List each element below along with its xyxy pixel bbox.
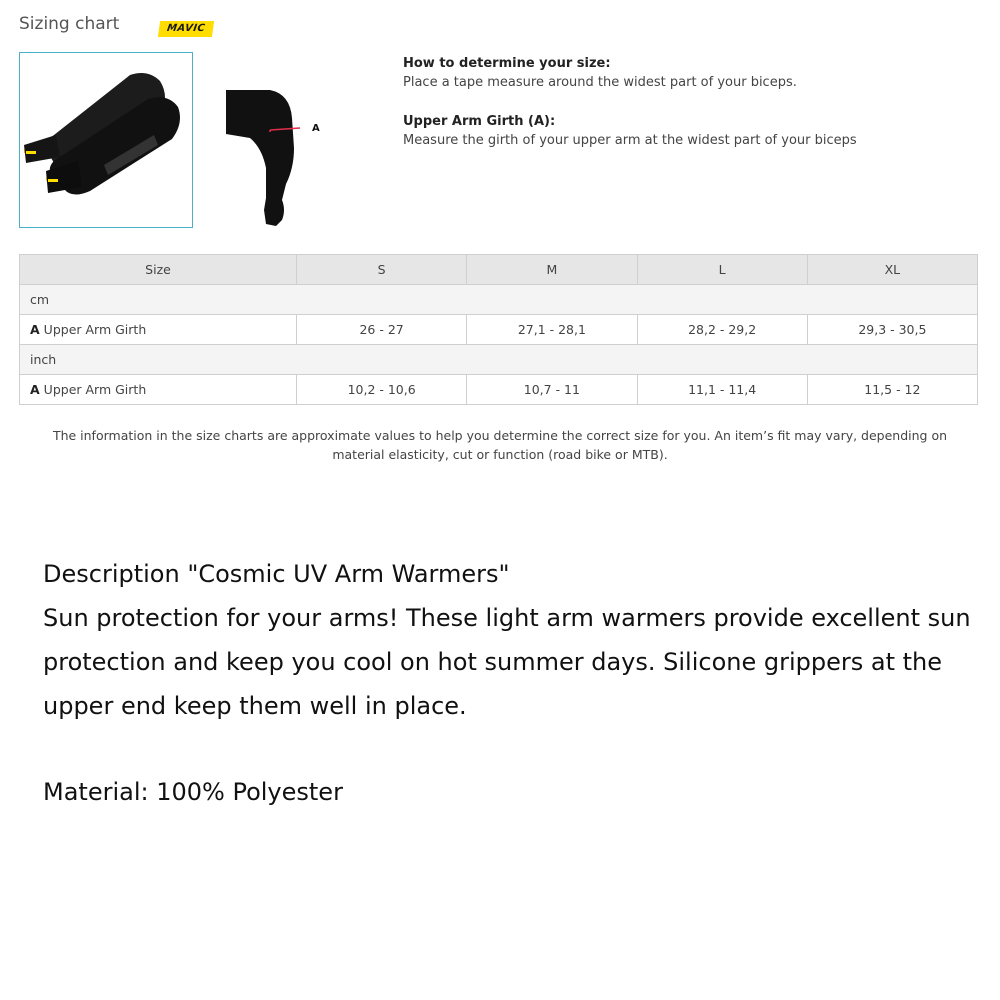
material-info: Material: 100% Polyester bbox=[43, 778, 343, 806]
header-size: Size bbox=[20, 255, 297, 285]
inch-value-m: 10,7 - 11 bbox=[467, 375, 637, 405]
description-title: Description "Cosmic UV Arm Warmers" bbox=[43, 560, 510, 588]
measure-marker: A bbox=[312, 123, 320, 134]
arm-measurement-diagram bbox=[220, 88, 330, 228]
row-letter: A bbox=[30, 382, 40, 397]
cm-value-l: 28,2 - 29,2 bbox=[637, 315, 807, 345]
description-body: Sun protection for your arms! These light arm warmers provide excellent sun protection and keep you cool on hot summer days. Silicone grippers at the upper end keep them well in place. bbox=[43, 604, 971, 720]
cm-value-m: 27,1 - 28,1 bbox=[467, 315, 637, 345]
unit-cm: cm bbox=[20, 285, 978, 315]
size-table bbox=[19, 254, 978, 405]
header-s: S bbox=[297, 255, 467, 285]
how-to-measure bbox=[403, 54, 983, 150]
howto-text: Place a tape measure around the widest part of your biceps. bbox=[403, 75, 797, 90]
inch-value-xl: 11,5 - 12 bbox=[807, 375, 977, 405]
unit-row-cm bbox=[20, 285, 978, 315]
unit-inch: inch bbox=[20, 345, 978, 375]
girth-heading: Upper Arm Girth (A): bbox=[403, 114, 556, 129]
row-label bbox=[20, 375, 297, 405]
product-description bbox=[43, 552, 973, 814]
howto-heading: How to determine your size: bbox=[403, 56, 611, 71]
cm-value-s: 26 - 27 bbox=[297, 315, 467, 345]
table-header-row bbox=[20, 255, 978, 285]
girth-text: Measure the girth of your upper arm at the widest part of your biceps bbox=[403, 133, 857, 148]
inch-value-l: 11,1 - 11,4 bbox=[637, 375, 807, 405]
cm-value-xl: 29,3 - 30,5 bbox=[807, 315, 977, 345]
page-title: Sizing chart bbox=[19, 14, 120, 34]
mavic-logo: MAVIC bbox=[158, 21, 214, 37]
inch-value-s: 10,2 - 10,6 bbox=[297, 375, 467, 405]
header-xl: XL bbox=[807, 255, 977, 285]
table-row bbox=[20, 315, 978, 345]
product-thumbnail[interactable] bbox=[19, 52, 193, 228]
disclaimer-line-1: The information in the size charts are approximate values to help you determine the correct size for you. An item’s fit may vary, depending on bbox=[52, 428, 948, 443]
arm-warmers-image bbox=[20, 53, 192, 227]
unit-row-inch bbox=[20, 345, 978, 375]
row-letter: A bbox=[30, 322, 40, 337]
disclaimer-line-2: material elasticity, cut or function (road bike or MTB). bbox=[332, 447, 668, 462]
size-disclaimer bbox=[30, 426, 970, 464]
header-l: L bbox=[637, 255, 807, 285]
table-row bbox=[20, 375, 978, 405]
row-label bbox=[20, 315, 297, 345]
row-label-text: Upper Arm Girth bbox=[43, 382, 147, 397]
row-label-text: Upper Arm Girth bbox=[43, 322, 147, 337]
header-m: M bbox=[467, 255, 637, 285]
